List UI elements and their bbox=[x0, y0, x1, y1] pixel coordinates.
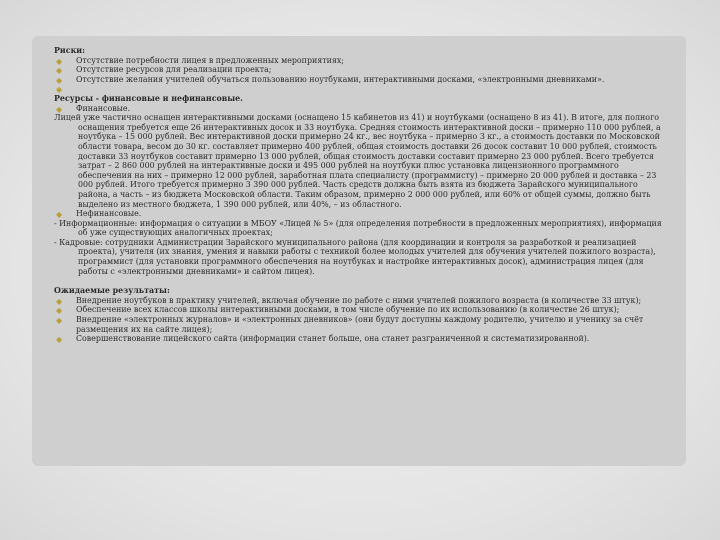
diamond-bullet-icon: ◆ bbox=[56, 210, 63, 220]
diamond-bullet-icon: ◆ bbox=[56, 296, 63, 306]
diamond-bullet-icon: ◆ bbox=[56, 104, 63, 114]
resources-heading: Ресурсы - финансовые и нефинансовые. bbox=[54, 93, 243, 103]
result-item: ◆ Внедрение ноутбуков в практику учителей, включая обучение по работе с ними учителей пожилого возраста (в количестве 33 штук); bbox=[56, 295, 642, 306]
diamond-bullet-icon: ◆ bbox=[56, 306, 63, 316]
financial-label: ◆ Финансовые. bbox=[56, 103, 131, 114]
result-item: ◆ Совершенствование лицейского сайта (информации станет больше, она станет разграниченной и систематизированной). bbox=[56, 334, 590, 345]
financial-text: Лицей уже частично оснащен интерактивными досками (оснащено 15 кабинетов из 41) и ноутбуками (оснащено 8 из 41). В итоге, для полного оснащения требуется еще 26 интерактивных досок и 33 ноутбука. Средняя стоимость интерактивной доски – примерно 110 000 рублей, а ноутбука – 15 000 рублей. Вес интерактивной доски примерно 24 кг., вес ноутбука – примерно 3 кг., а стоимость доставки по Московской области товара, весом до 30 кг. составляет примерно 400 рублей, общая стоимость доставки 26 досок составит 10 000 рублей, стоимость доставки 33 ноутбуков составит примерно 13 000 рублей, общая стоимость доставки составит примерно 23 000 рублей. Всего требуется затрат – 2 860 000 рублей на интерактивные доски и 495 000 рублей на ноутбуки плюс установка лицензионного программного обеспечения на них – примерно 12 000 рублей, заработная плата специалисту (программисту) – примерно 20 000 рублей и доставка – 23 000 рублей. Итого требуется примерно 3 390 000 рублей. Часть средств должна быть взята из бюджета Зарайского муниципального района, а часть – из бюджета Московской области. Таким образом, примерно 2 000 000 рублей, или 60% от общей суммы, должно быть выделено из местного бюджета, 1 390 000 рублей, или 40%, – из областного. bbox=[54, 113, 661, 209]
risk-item-empty bbox=[54, 84, 672, 94]
content-panel bbox=[32, 36, 686, 466]
risk-item: ◆ Отсутствие потребности лицея в предложенных мероприятиях; bbox=[56, 55, 344, 66]
risk-item: ◆ Отсутствие желания учителей обучаться пользованию ноутбуками, интерактивными досками, «электронными дневниками». bbox=[56, 74, 605, 85]
nonfinancial-label: ◆ Нефинансовые. bbox=[56, 209, 142, 220]
staff-resources-text: - Кадровые: сотрудники Администрации Зарайского муниципального района (для координации и контроля за разработкой и реализацией проекта), учителя (их знания, умения и навыки работы с техникой более молодых учителей для обучения учителей пожилого возраста), программист (для установки программного обеспечения на ноутбуках и настройке интерактивных досок), администрация лицея (для работы с «электронными дневниками» и сайтом лицея). bbox=[54, 237, 656, 276]
diamond-bullet-icon: ◆ bbox=[56, 75, 63, 85]
spacer bbox=[54, 276, 672, 286]
risk-item: ◆ Отсутствие ресурсов для реализации проекта; bbox=[56, 65, 272, 76]
diamond-bullet-icon: ◆ bbox=[56, 85, 63, 95]
result-item: ◆ Внедрение «электронных журналов» и «электронных дневников» (они будут доступны каждому родителю, учителю и ученику за счёт размещения их на сайте лицея); bbox=[56, 315, 644, 334]
info-resources-text: - Информационные: информация о ситуации в МБОУ «Лицей № 5» (для определения потребности в предложенных мероприятиях), информация об уже существующих аналогичных проектах; bbox=[54, 218, 662, 238]
diamond-bullet-icon: ◆ bbox=[56, 335, 63, 345]
result-item: ◆ Обеспечение всех классов школы интерактивными досками, в том числе обучение по их использованию (в количестве 26 штук); bbox=[56, 305, 620, 316]
risks-heading: Риски: bbox=[54, 46, 86, 55]
diamond-bullet-icon: ◆ bbox=[56, 56, 63, 66]
results-heading: Ожидаемые результаты: bbox=[54, 286, 170, 296]
diamond-bullet-icon: ◆ bbox=[56, 66, 63, 76]
diamond-bullet-icon: ◆ bbox=[56, 316, 63, 326]
